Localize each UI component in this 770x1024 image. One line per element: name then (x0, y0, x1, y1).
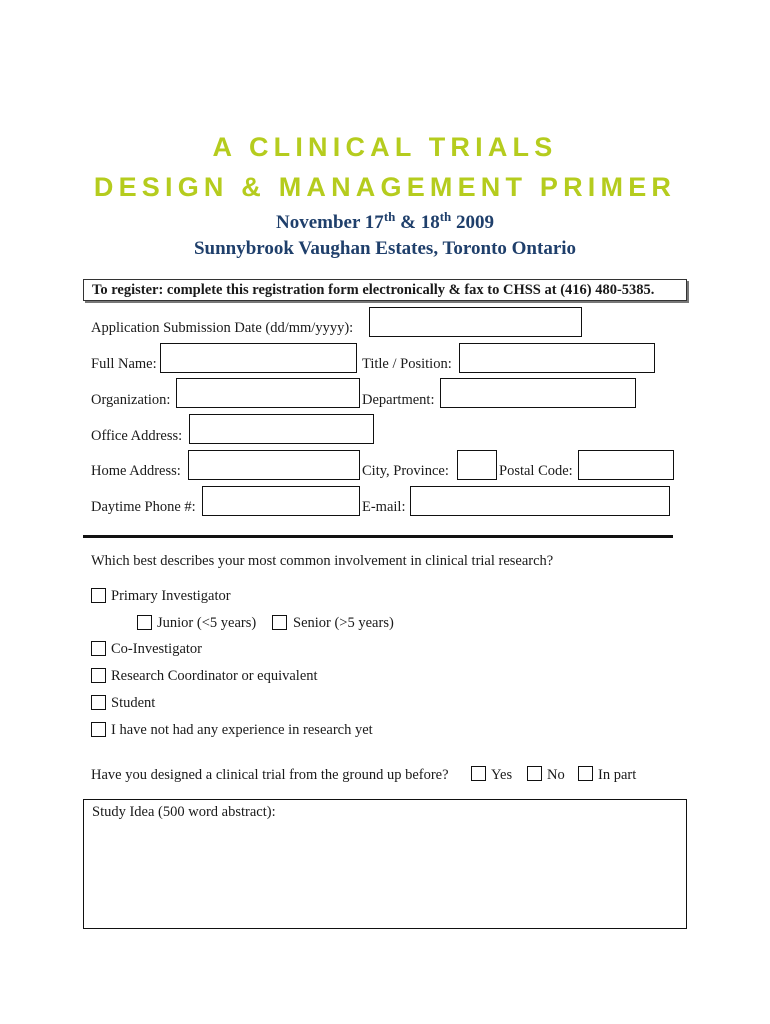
event-dates (0, 209, 770, 234)
junior-checkbox[interactable] (137, 615, 152, 630)
office-address-label: Office Address: (91, 428, 183, 444)
senior-checkbox[interactable] (272, 615, 287, 630)
full-name-field[interactable] (160, 343, 357, 373)
student-checkbox[interactable] (91, 695, 106, 710)
section-divider (83, 535, 673, 538)
organization-field[interactable] (176, 378, 360, 408)
title-line-2: DESIGN & MANAGEMENT PRIMER (93, 172, 677, 202)
involvement-question: Which best describes your most common involvement in clinical trial research? (91, 553, 554, 569)
organization-label: Organization: (91, 392, 171, 408)
designed-no-checkbox[interactable] (527, 766, 542, 781)
primary-investigator-checkbox[interactable] (91, 588, 106, 603)
designed-trial-question: Have you designed a clinical trial from the ground up before? (91, 767, 449, 783)
daytime-phone-label: Daytime Phone #: (91, 499, 196, 515)
submission-date-label: Application Submission Date (dd/mm/yyyy): (91, 320, 354, 336)
designed-no-label: No (547, 767, 565, 783)
city-province-field[interactable] (457, 450, 497, 480)
senior-label: Senior (>5 years) (293, 615, 394, 631)
no-experience-label: I have not had any experience in research yet (111, 722, 373, 738)
co-investigator-label: Co-Investigator (111, 641, 203, 657)
student-label: Student (111, 695, 156, 711)
department-field[interactable] (440, 378, 636, 408)
designed-yes-label: Yes (491, 767, 513, 783)
daytime-phone-field[interactable] (202, 486, 360, 516)
postal-code-field[interactable] (578, 450, 674, 480)
home-address-field[interactable] (188, 450, 360, 480)
title-position-field[interactable] (459, 343, 655, 373)
home-address-label: Home Address: (91, 463, 181, 479)
full-name-label: Full Name: (91, 356, 157, 372)
primary-investigator-label: Primary Investigator (111, 588, 231, 604)
office-address-field[interactable] (189, 414, 374, 444)
email-label: E-mail: (362, 499, 406, 515)
postal-code-label: Postal Code: (499, 463, 573, 479)
email-field[interactable] (410, 486, 670, 516)
study-idea-textarea[interactable] (83, 799, 687, 929)
date-sup-1: th (383, 209, 396, 224)
study-idea-label: Study Idea (500 word abstract): (92, 804, 276, 820)
submission-date-field[interactable] (369, 307, 582, 337)
event-venue: Sunnybrook Vaughan Estates, Toronto Ontario (193, 238, 577, 259)
registration-instructions: To register: complete this registration form electronically & fax to CHSS at (416) 480-5385. (83, 279, 687, 301)
title-position-label: Title / Position: (362, 356, 452, 372)
date-part-2: & 18 (395, 212, 440, 233)
co-investigator-checkbox[interactable] (91, 641, 106, 656)
junior-label: Junior (<5 years) (157, 615, 257, 631)
research-coordinator-label: Research Coordinator or equivalent (111, 668, 318, 684)
department-label: Department: (362, 392, 435, 408)
designed-in-part-label: In part (598, 767, 637, 783)
title-line-1: A CLINICAL TRIALS (212, 132, 558, 162)
date-part-1: November 17 (275, 212, 384, 233)
no-experience-checkbox[interactable] (91, 722, 106, 737)
designed-yes-checkbox[interactable] (471, 766, 486, 781)
research-coordinator-checkbox[interactable] (91, 668, 106, 683)
city-province-label: City, Province: (362, 463, 449, 479)
date-part-3: 2009 (451, 212, 495, 233)
date-sup-2: th (439, 209, 452, 224)
designed-in-part-checkbox[interactable] (578, 766, 593, 781)
